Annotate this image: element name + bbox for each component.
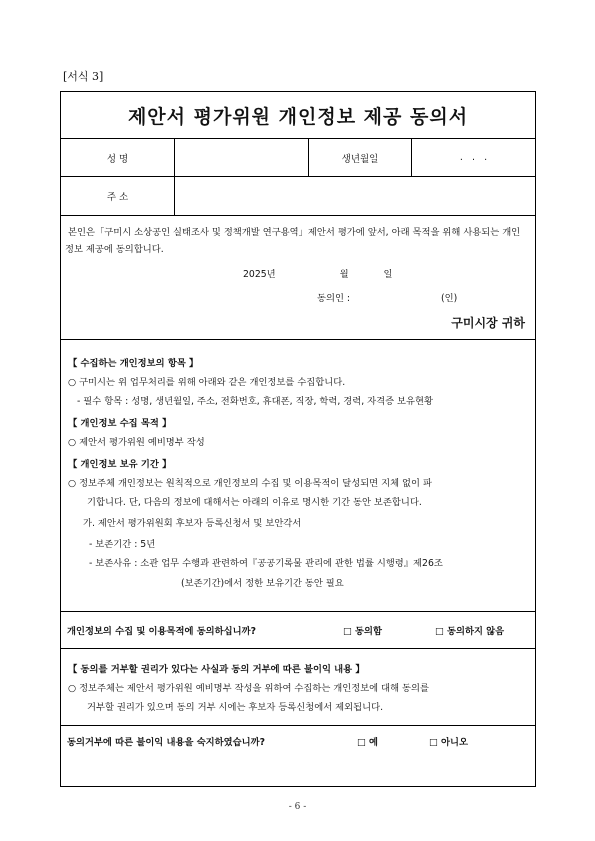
acknowledge-question-row	[61, 726, 535, 785]
year-value: 2025년	[243, 269, 276, 280]
disagree-checkbox[interactable]: □ 동의하지 않음	[435, 626, 505, 637]
name-row	[61, 139, 535, 177]
items-heading: 【 수집하는 개인정보의 항목 】	[68, 358, 199, 369]
collection-info-section	[61, 340, 535, 612]
birth-field[interactable]: . . .	[411, 139, 535, 176]
period-heading: 【 개인정보 보유 기간 】	[68, 459, 172, 470]
consent-section	[61, 216, 535, 340]
date-line	[243, 266, 393, 280]
consent-statement: 본인은「구미시 소상공인 실태조사 및 정책개발 연구용역」제안서 평가에 앞서, 아래 목적을 위해 사용되는 개인정보 제공에 동의합니다.	[65, 227, 521, 255]
addressee: 구미시장 귀하	[451, 316, 525, 330]
address-field[interactable]	[174, 177, 535, 215]
name-label: 성 명	[106, 153, 129, 165]
consent-question-row	[61, 612, 535, 649]
refusal-heading: 【 동의를 거부할 권리가 있다는 사실과 동의 거부에 따른 불이익 내용 】	[68, 664, 365, 675]
period-line-4: - 보존기간 : 5년	[89, 539, 156, 550]
address-label: 주 소	[106, 192, 129, 203]
no-checkbox[interactable]: □ 아니오	[429, 737, 468, 748]
period-line-2: 기합니다. 단, 다음의 정보에 대해서는 아래의 이유로 명시한 기간 동안 보존합니다.	[87, 497, 422, 508]
refusal-line-1: ○ 정보주체는 제안서 평가위원 예비명부 작성을 위하여 수집하는 개인정보에 대해 동의를	[68, 683, 429, 694]
consent-form	[60, 91, 536, 787]
consent-question: 개인정보의 수집 및 이용목적에 동의하십니까?	[67, 626, 256, 637]
purpose-line: ○ 제안서 평가위원 예비명부 작성	[68, 437, 205, 448]
period-line-1: ○ 정보주체 개인정보는 원칙적으로 개인정보의 수집 및 이용목적이 달성되면 지체 없이 파	[68, 478, 432, 489]
form-title: 제안서 평가위원 개인정보 제공 동의서	[127, 105, 469, 128]
period-line-5: - 보존사유 : 소관 업무 수행과 관련하여『공공기록물 관리에 관한 법률 시행령』제26조	[89, 558, 443, 569]
items-line-1: ○ 구미시는 위 업무처리를 위해 아래와 같은 개인정보를 수집합니다.	[68, 377, 346, 388]
title-row	[61, 92, 535, 139]
day-label: 일	[383, 269, 393, 280]
purpose-heading: 【 개인정보 수집 목적 】	[68, 418, 172, 429]
refusal-rights-section	[61, 649, 535, 726]
consenter-label: 동의인 :	[317, 293, 351, 304]
month-label: 월	[339, 269, 349, 280]
seal-mark: (인)	[441, 293, 458, 304]
period-line-3: 가. 제안서 평가위원회 후보자 등록신청서 및 보안각서	[83, 518, 302, 529]
period-line-6: (보존기간)에서 정한 보유기간 동안 필요	[181, 578, 344, 589]
page-number: - 6 -	[288, 802, 307, 812]
agree-checkbox[interactable]: □ 동의함	[343, 626, 382, 637]
items-line-2: - 필수 항목 : 성명, 생년월일, 주소, 전화번호, 휴대폰, 직장, 학력, 경력, 자격증 보유현황	[77, 396, 433, 407]
yes-checkbox[interactable]: □ 예	[357, 737, 379, 748]
refusal-line-2: 거부할 권리가 있으며 동의 거부 시에는 후보자 등록신청에서 제외됩니다.	[87, 702, 384, 713]
birth-label: 생년월일	[308, 139, 411, 176]
acknowledge-question: 동의거부에 따른 불이익 내용을 숙지하였습니까?	[67, 737, 265, 748]
address-row	[61, 177, 535, 216]
name-field[interactable]	[174, 139, 308, 176]
form-number-label: [서식 3]	[63, 70, 104, 83]
